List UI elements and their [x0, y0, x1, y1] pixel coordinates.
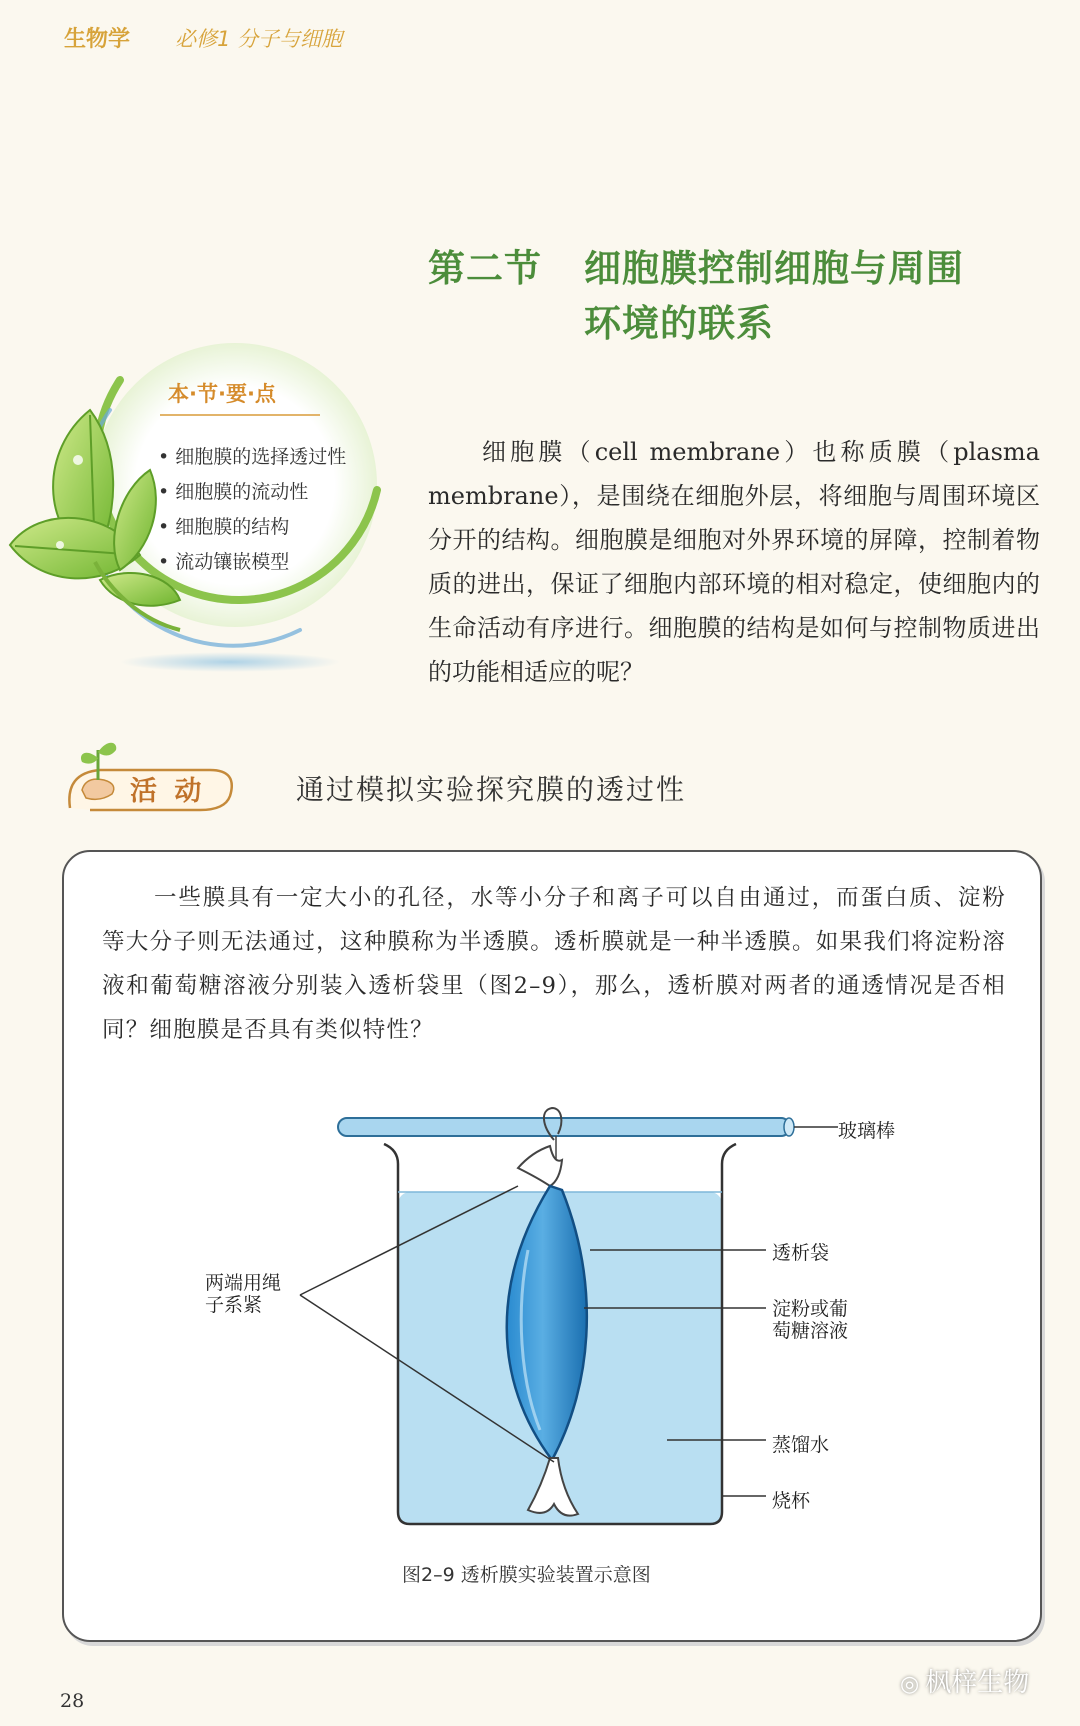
label-solution — [772, 1298, 848, 1342]
label-dialysis-bag: 透析袋 — [772, 1242, 830, 1264]
dialysis-diagram — [62, 1090, 1042, 1550]
key-points-list — [158, 440, 346, 580]
book-title: 生物学 — [64, 27, 131, 52]
key-points-heading: 本·节·要·点 — [168, 382, 276, 406]
label-distilled-water: 蒸馏水 — [772, 1434, 830, 1456]
intro-paragraph: 细胞膜（cell membrane）也称质膜（plasma membrane），是围绕在细胞外层，将细胞与周围环境区分开的结构。细胞膜是细胞对外界环境的屏障，控制着物质的进出，保证了细胞内部环境的相对稳定，使细胞内的生命活动有序进行。细胞膜的结构是如何与控制物质进出的功能相适应的呢？ — [428, 438, 1040, 686]
activity-title: 通过模拟实验探究膜的透过性 — [296, 773, 687, 806]
label-solution-line2: 萄糖溶液 — [772, 1320, 849, 1342]
key-points-underline — [160, 414, 320, 416]
book-volume: 必修1 分子与细胞 — [175, 27, 343, 51]
figure-caption: 图2–9 透析膜实验装置示意图 — [402, 1564, 651, 1586]
section-title-line1: 细胞膜控制细胞与周围 — [584, 246, 964, 290]
label-beaker: 烧杯 — [772, 1490, 811, 1512]
label-tied-line1: 两端用绳 — [205, 1272, 282, 1294]
activity-paragraph: 一些膜具有一定大小的孔径，水等小分子和离子可以自由通过，而蛋白质、淀粉等大分子则无法通过，这种膜称为半透膜。透析膜就是一种半透膜。如果我们将淀粉溶液和葡萄糖溶液分别装入透析袋里（图2–9），那么，透析膜对两者的通透情况是否相同？细胞膜是否具有类似特性？ — [102, 885, 1006, 1043]
key-point-item: • 细胞膜的选择透过性 — [158, 440, 346, 475]
page-number: 28 — [60, 1690, 85, 1712]
wechat-icon: ◎ — [900, 1672, 920, 1697]
watermark — [900, 1662, 1029, 1699]
activity-label: 活 动 — [130, 776, 206, 807]
label-glass-rod: 玻璃棒 — [838, 1120, 896, 1142]
running-header — [64, 22, 342, 53]
watermark-text: 枫梓生物 — [925, 1668, 1030, 1698]
key-point-item: • 细胞膜的流动性 — [158, 475, 346, 510]
section-number: 第二节 — [428, 246, 542, 290]
key-point-item: • 细胞膜的结构 — [158, 510, 346, 545]
label-tied-line2: 子系紧 — [205, 1294, 263, 1316]
label-solution-line1: 淀粉或葡 — [772, 1298, 849, 1320]
key-point-item: • 流动镶嵌模型 — [158, 545, 346, 580]
glass-rod — [338, 1118, 790, 1136]
section-title-line2: 环境的联系 — [584, 301, 774, 345]
label-tied-ends — [205, 1272, 281, 1316]
